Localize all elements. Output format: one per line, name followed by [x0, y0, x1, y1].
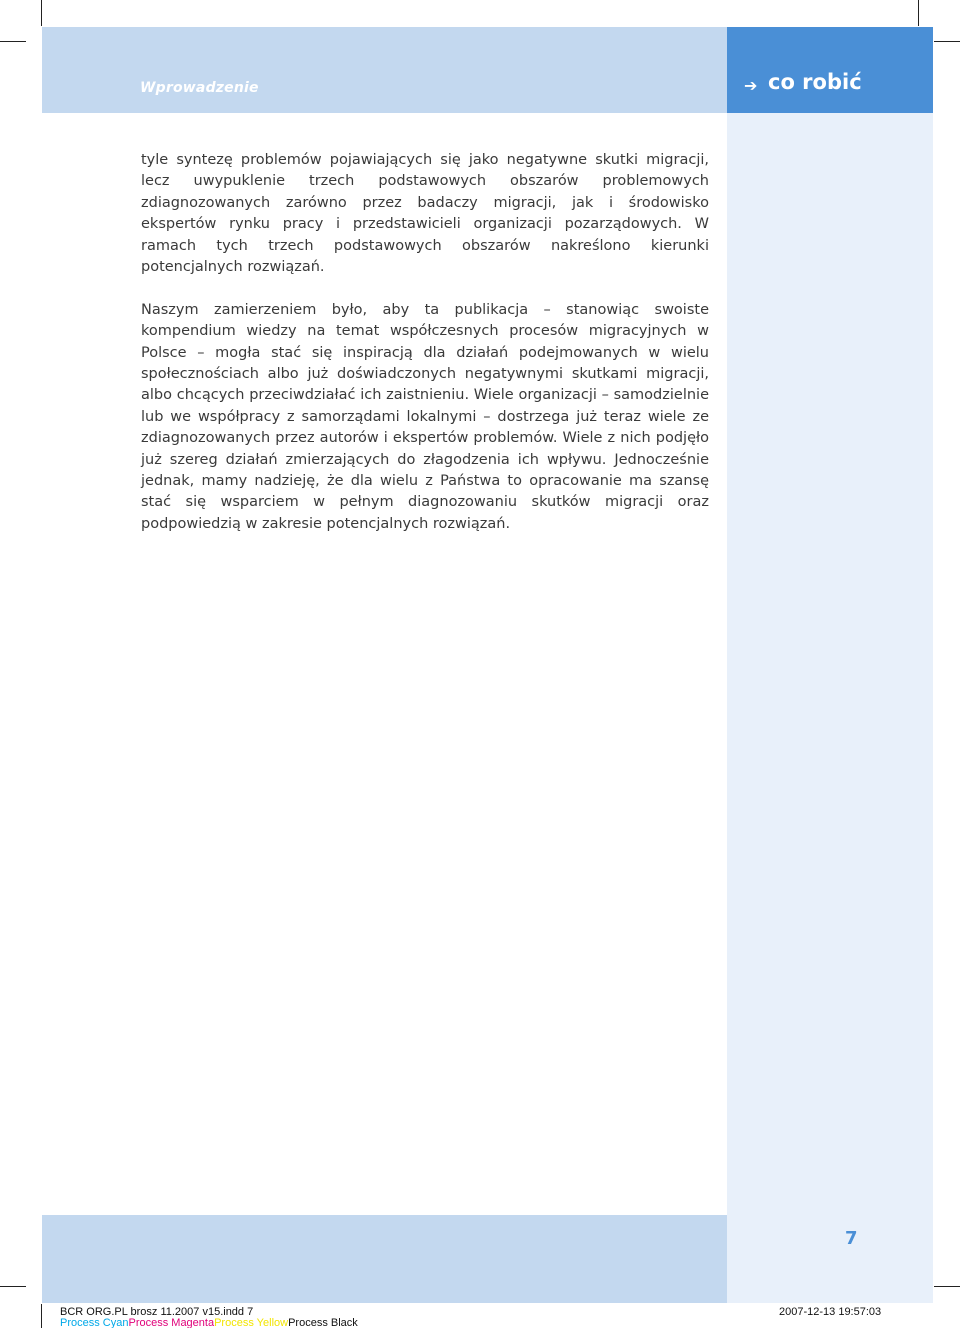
crop-mark	[41, 1304, 42, 1328]
plate-magenta: Process Magenta	[128, 1317, 215, 1328]
crop-mark	[41, 0, 42, 26]
side-margin-strip	[727, 113, 933, 1215]
crop-mark	[934, 1286, 960, 1287]
crop-mark	[918, 0, 919, 26]
color-plates	[60, 1317, 358, 1328]
plate-yellow: Process Yellow	[214, 1317, 289, 1328]
paragraph: tyle syntezę problemów pojawiających się jako negatywne skutki migracji, lecz uwypuklenie trzech podstawowych obszarów problemowych zdiagnozowanych zarówno przez badaczy migracji, jak i środowisko ekspertów rynku pracy i przedstawicieli organizacji pozarządowych. W ramach tych trzech podstawowych obszarów nakreślono kierunki potencjalnych rozwiązań.	[141, 152, 709, 276]
file-slug: BCR ORG.PL brosz 11.2007 v15.indd 7	[60, 1306, 254, 1318]
print-timestamp: 2007-12-13 19:57:03	[779, 1306, 882, 1318]
section-title: Wprowadzenie	[140, 80, 259, 96]
body-text	[141, 150, 709, 557]
crop-mark	[0, 41, 26, 42]
plate-black: Process Black	[288, 1317, 358, 1328]
arrow-right-icon: ➔	[744, 76, 758, 95]
page-number: 7	[845, 1228, 858, 1249]
paragraph: Naszym zamierzeniem było, aby ta publikacja – stanowiąc swoiste kompendium wiedzy na temat współczesnych procesów migracyjnych w Polsce – mogła stać się inspiracją dla działań podejmowanych w wielu społecznościach albo już doświadczonych negatywnymi skutkami migracji, albo chcących przeciwdziałać ich zaistnieniu. Wiele organizacji – samodzielnie lub we współpracy z samorządami lokalnymi – dostrzega już teraz wiele ze zdiagnozowanych przez autorów i ekspertów problemów. Wiele z nich podjęło już szereg działań zmierzających do złagodzenia ich wpływu. Jednocześnie jednak, mamy nadzieję, że dla wielu z Państwa to opracowanie ma szansę stać się wsparciem w pełnym diagnozowaniu skutków migracji oraz podpowiedzią w zakresie potencjalnych rozwiązań.	[141, 301, 709, 532]
footer-band	[42, 1215, 727, 1303]
section-tab-label: co robić	[768, 70, 862, 94]
crop-mark	[0, 1286, 26, 1287]
plate-cyan: Process Cyan	[60, 1317, 129, 1328]
crop-mark	[934, 41, 960, 42]
header-band	[42, 27, 727, 113]
page-number-box	[727, 1215, 933, 1303]
